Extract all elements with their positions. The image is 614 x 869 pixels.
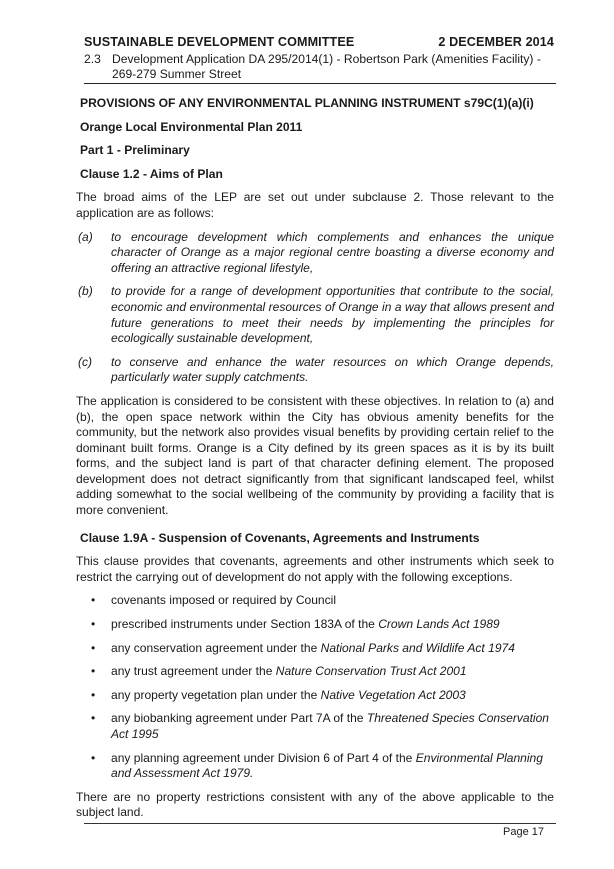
consistency-paragraph: The application is considered to be consistent with these objectives. In relation to (a) and (b), the open space network within the City has obvious amenity benefits for the community, but the network also provides visual benefits by providing certain relief to the dominant built forms. Orange is a City defined by its green spaces as it is by its built forms, and the subject land is part of that character defining element. The proposed development does not detract significantly from that significant landscaped feel, whilst adding somewhat to the social wellbeing of the community by providing a facility that is more convenient.	[76, 393, 554, 518]
aim-label: (b)	[78, 284, 93, 299]
exception-item	[76, 688, 554, 704]
exception-item	[76, 751, 554, 782]
bullet-icon: •	[91, 750, 96, 765]
aim-text: to encourage development which complements and enhances the unique character of Orange as a major regional centre boasting a diverse economy and offering an attractive regional lifestyle,	[111, 229, 554, 275]
aim-item	[76, 230, 554, 277]
exception-act: Native Vegetation Act 2003	[320, 687, 466, 702]
exception-item	[76, 711, 554, 742]
exceptions-list	[76, 593, 554, 781]
part1-heading: Part 1 - Preliminary	[80, 143, 190, 158]
exception-act: Crown Lands Act 1989	[378, 617, 500, 632]
clause-1-9a-intro: This clause provides that covenants, agreements and other instruments which seek to restrict the carrying out of development do not apply with the following exceptions.	[76, 554, 554, 584]
aims-intro-paragraph: The broad aims of the LEP are set out under subclause 2. Those relevant to the application are as follows:	[76, 190, 554, 220]
exception-text: any trust agreement under the	[111, 664, 276, 679]
exception-act: Threatened Species Conservation Act 1995	[111, 711, 549, 741]
exception-text: any biobanking agreement under Part 7A of the	[111, 711, 367, 726]
exception-text: prescribed instruments under Section 183A of the	[111, 617, 379, 632]
exception-text: any planning agreement under Division 6 of Part 4 of the	[111, 750, 416, 765]
exception-act: National Parks and Wildlife Act 1974	[320, 640, 515, 655]
committee-name: SUSTAINABLE DEVELOPMENT COMMITTEE	[84, 35, 355, 49]
aim-label: (c)	[78, 354, 93, 369]
aim-text: to conserve and enhance the water resources on which Orange depends, particularly water supply catchments.	[111, 354, 554, 385]
aim-item	[76, 355, 554, 386]
clause-1-9a-heading: Clause 1.9A - Suspension of Covenants, Agreements and Instruments	[80, 530, 480, 545]
item-heading	[84, 52, 556, 82]
page-number: Page 17	[503, 826, 544, 838]
meeting-date: 2 DECEMBER 2014	[438, 35, 554, 49]
page-header	[84, 35, 554, 49]
bullet-icon: •	[91, 640, 96, 655]
aim-label: (a)	[78, 229, 93, 244]
exception-act: Nature Conservation Trust Act 2001	[275, 664, 467, 679]
exception-item	[76, 593, 554, 609]
aim-item	[76, 284, 554, 346]
bullet-icon: •	[91, 711, 96, 726]
exception-act: Environmental Planning and Assessment Act 1979.	[111, 750, 543, 781]
bullet-icon: •	[91, 593, 96, 608]
exception-text: any conservation agreement under the	[111, 640, 321, 655]
item-number: 2.3	[84, 52, 101, 66]
exception-item	[76, 664, 554, 680]
bullet-icon: •	[91, 617, 96, 632]
exception-text: any property vegetation plan under the	[111, 687, 321, 702]
section-heading-provisions: PROVISIONS OF ANY ENVIRONMENTAL PLANNING INSTRUMENT s79C(1)(a)(i)	[80, 96, 534, 110]
exception-text: covenants imposed or required by Council	[111, 593, 336, 608]
header-divider	[84, 83, 556, 84]
bullet-icon: •	[91, 664, 96, 679]
bullet-icon: •	[91, 687, 96, 702]
lep-heading: Orange Local Environmental Plan 2011	[80, 119, 303, 134]
conclusion-paragraph: There are no property restrictions consistent with any of the above applicable to the subject land.	[76, 789, 554, 820]
exception-item	[76, 641, 554, 657]
exception-item	[76, 617, 554, 633]
footer-divider	[84, 823, 556, 824]
item-title: Development Application DA 295/2014(1) - Robertson Park (Amenities Facility) - 269-279 Summer Street	[112, 52, 541, 81]
aim-text: to provide for a range of development opportunities that contribute to the social, economic and environmental resources of Orange in a way that allows present and future generations to meet their needs by implementing the principles for ecologically sustainable development,	[111, 284, 554, 346]
clause-1-2-heading: Clause 1.2 - Aims of Plan	[80, 166, 223, 181]
document-body	[76, 96, 554, 829]
aims-list	[76, 230, 554, 386]
